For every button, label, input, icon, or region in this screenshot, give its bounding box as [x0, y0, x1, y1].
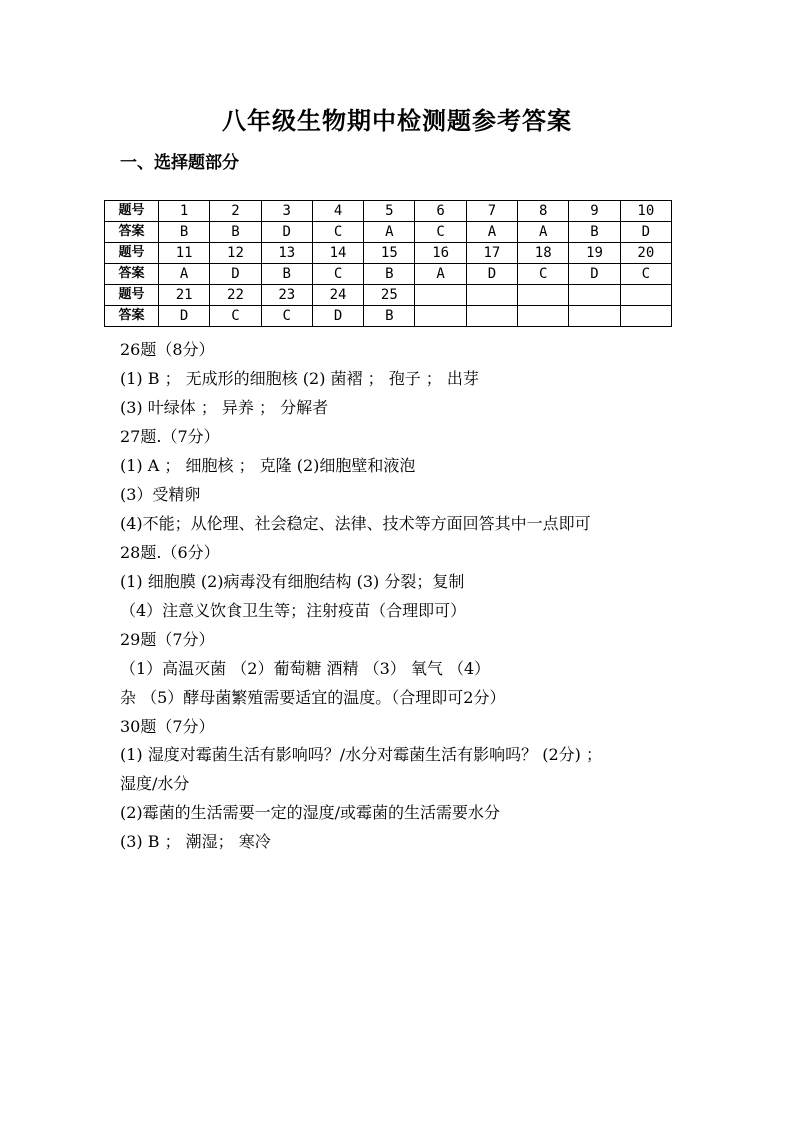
answer-line: (1) 湿度对霉菌生活有影响吗？/水分对霉菌生活有影响吗？ (2分) ；	[120, 745, 602, 764]
table-cell: C	[620, 264, 671, 285]
table-row	[105, 222, 672, 243]
table-cell: 7	[466, 201, 517, 222]
answer-line: 28题.（6分）	[120, 543, 220, 562]
table-cell: C	[210, 306, 261, 327]
table-cell	[518, 306, 569, 327]
table-cell: B	[364, 306, 415, 327]
answer-line: 杂 （5）酵母菌繁殖需要适宜的温度。（合理即可2分）	[120, 688, 506, 707]
table-cell: 18	[518, 243, 569, 264]
table-cell	[569, 285, 620, 306]
table-cell: 12	[210, 243, 261, 264]
table-cell: 22	[210, 285, 261, 306]
answer-line: 29题（7分）	[120, 630, 215, 649]
table-cell: D	[261, 222, 312, 243]
answer-line: 26题（8分）	[120, 340, 215, 359]
table-cell	[569, 306, 620, 327]
table-cell: D	[210, 264, 261, 285]
table-cell: 2	[210, 201, 261, 222]
table-cell: D	[620, 222, 671, 243]
section-heading-choice: 一、选择题部分	[120, 153, 239, 173]
table-cell: 3	[261, 201, 312, 222]
table-cell: 21	[159, 285, 210, 306]
table-cell: 14	[312, 243, 363, 264]
table-row	[105, 243, 672, 264]
row-header: 答案	[105, 264, 159, 285]
table-cell	[466, 285, 517, 306]
table-cell: 20	[620, 243, 671, 264]
table-cell: 24	[312, 285, 363, 306]
table-cell: A	[466, 222, 517, 243]
table-cell	[415, 306, 466, 327]
table-cell: D	[466, 264, 517, 285]
answer-line: (3) 叶绿体 ； 异养 ； 分解者	[120, 398, 329, 417]
table-cell: A	[415, 264, 466, 285]
table-cell: C	[518, 264, 569, 285]
row-header: 答案	[105, 222, 159, 243]
answer-line: (2)霉菌的生活需要一定的湿度/或霉菌的生活需要水分	[120, 803, 501, 822]
answer-table	[104, 200, 672, 327]
table-cell	[415, 285, 466, 306]
table-cell: 1	[159, 201, 210, 222]
table-cell: B	[159, 222, 210, 243]
row-header: 答案	[105, 306, 159, 327]
table-cell: 5	[364, 201, 415, 222]
table-cell: A	[159, 264, 210, 285]
page-title: 八年级生物期中检测题参考答案	[222, 106, 572, 135]
table-row	[105, 264, 672, 285]
table-cell: B	[261, 264, 312, 285]
row-header: 题号	[105, 285, 159, 306]
table-cell: C	[312, 264, 363, 285]
row-header: 题号	[105, 243, 159, 264]
table-cell: B	[364, 264, 415, 285]
answer-line: (3) B ； 潮湿； 寒冷	[120, 832, 271, 851]
table-cell: C	[261, 306, 312, 327]
table-cell: B	[210, 222, 261, 243]
table-cell: 6	[415, 201, 466, 222]
table-cell: C	[312, 222, 363, 243]
table-cell: 19	[569, 243, 620, 264]
answer-line: (4)不能；从伦理、社会稳定、法律、技术等方面回答其中一点即可	[120, 514, 591, 533]
table-cell: 15	[364, 243, 415, 264]
table-row	[105, 201, 672, 222]
answer-line: 湿度/水分	[120, 774, 190, 793]
answer-line: (3）受精卵	[120, 485, 201, 504]
table-cell: B	[569, 222, 620, 243]
table-cell: 16	[415, 243, 466, 264]
answer-line: （1）高温灭菌 （2）葡萄糖 酒精 （3） 氧气 （4）	[120, 659, 491, 678]
table-cell: D	[569, 264, 620, 285]
answer-line: (1) B ； 无成形的细胞核 (2) 菌褶 ； 孢子 ； 出芽	[120, 369, 479, 388]
table-row	[105, 306, 672, 327]
table-cell: D	[312, 306, 363, 327]
answer-line: (1) A ； 细胞核 ； 克隆 (2)细胞壁和液泡	[120, 456, 416, 475]
table-cell: 10	[620, 201, 671, 222]
table-cell: 8	[518, 201, 569, 222]
table-cell: 23	[261, 285, 312, 306]
table-cell: A	[364, 222, 415, 243]
answer-body	[120, 335, 676, 856]
table-cell: C	[415, 222, 466, 243]
table-cell: 13	[261, 243, 312, 264]
row-header: 题号	[105, 201, 159, 222]
table-cell	[620, 285, 671, 306]
table-cell: 4	[312, 201, 363, 222]
table-cell	[518, 285, 569, 306]
table-cell	[620, 306, 671, 327]
answer-line: (1) 细胞膜 (2)病毒没有细胞结构 (3) 分裂；复制	[120, 572, 465, 591]
answer-line: 30题（7分）	[120, 717, 215, 736]
table-cell: D	[159, 306, 210, 327]
answer-line: （4）注意义饮食卫生等；注射疫苗（合理即可）	[120, 601, 467, 620]
table-cell: 9	[569, 201, 620, 222]
table-cell: 25	[364, 285, 415, 306]
table-cell: 11	[159, 243, 210, 264]
table-cell: 17	[466, 243, 517, 264]
table-cell	[466, 306, 517, 327]
table-cell: A	[518, 222, 569, 243]
answer-line: 27题.（7分）	[120, 427, 220, 446]
table-row	[105, 285, 672, 306]
